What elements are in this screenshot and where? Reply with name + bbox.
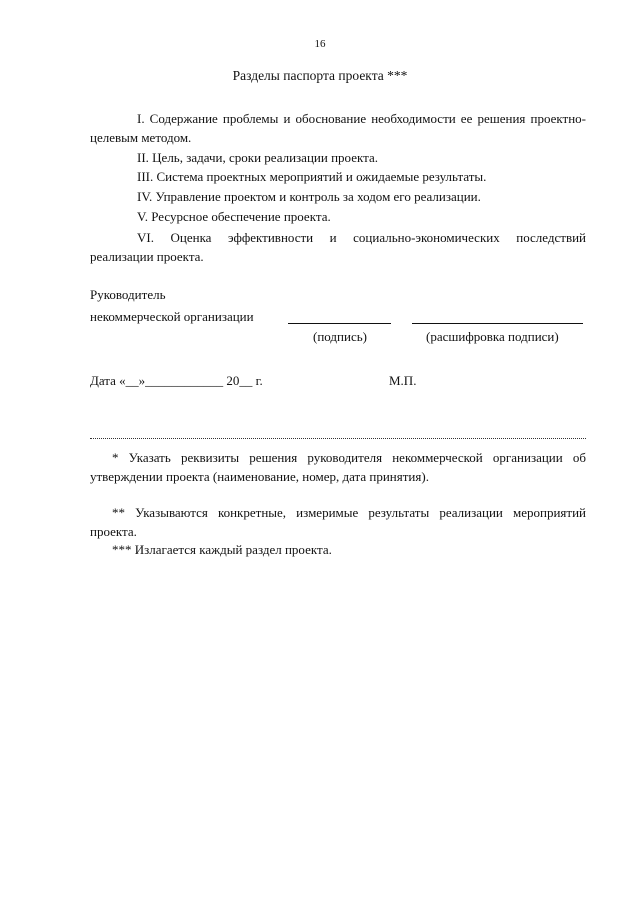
section-item: III. Система проектных мероприятий и ожидаемые результаты. (137, 169, 487, 184)
date-line: Дата «__»____________ 20__ г. (90, 373, 263, 388)
section-item: V. Ресурсное обеспечение проекта. (137, 209, 331, 224)
page-number: 16 (314, 38, 326, 50)
signature-caption: (подпись) (313, 329, 367, 344)
signature-label-line2: некоммерческой организации (90, 309, 254, 324)
section-item: VI. Оценка эффективности и социально-экономических последствий реализации проекта. (90, 230, 586, 264)
seal-mark: М.П. (389, 373, 417, 388)
section-item: I. Содержание проблемы и обоснование необходимости ее решения проектно-целевым методом. (90, 111, 586, 145)
signature-decoding-blank (412, 323, 583, 324)
footnote-item: *** Излагается каждый раздел проекта. (112, 542, 332, 557)
signature-blank (288, 323, 391, 324)
page-title: Разделы паспорта проекта *** (232, 68, 408, 83)
signature-label-line1: Руководитель (90, 287, 166, 302)
footnote-item: ** Указываются конкретные, измеримые результаты реализации мероприятий проекта. (90, 505, 586, 539)
footnote-item: * Указать реквизиты решения руководителя некоммерческой организации об утверждении проекта (наименование, номер, дата принятия). (90, 450, 586, 484)
section-item: II. Цель, задачи, сроки реализации проекта. (137, 150, 378, 165)
section-item: IV. Управление проектом и контроль за ходом его реализации. (137, 189, 481, 204)
footnote-divider (90, 438, 586, 439)
signature-decoding-caption: (расшифровка подписи) (426, 329, 559, 344)
